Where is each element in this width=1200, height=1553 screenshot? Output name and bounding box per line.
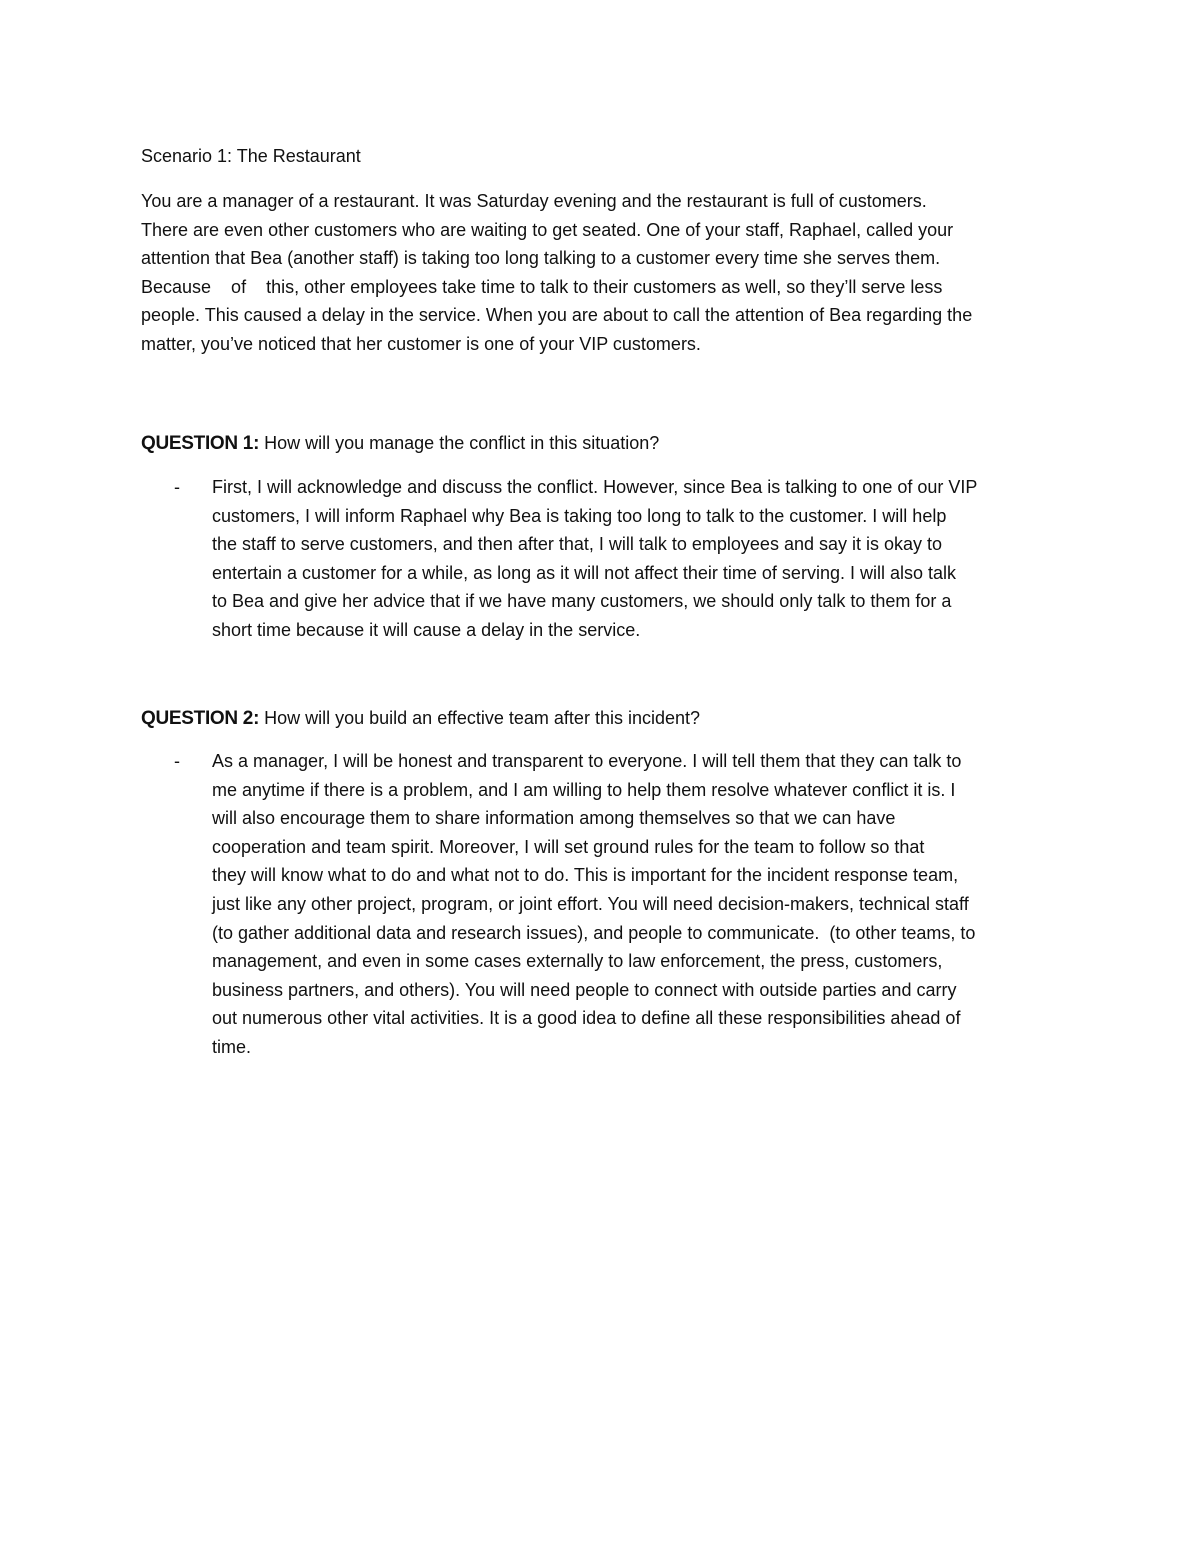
paragraph-line: matter, you’ve noticed that her customer is one of your VIP customers. (141, 333, 701, 354)
answer-line: cooperation and team spirit. Moreover, I will set ground rules for the team to follow so that (212, 836, 925, 857)
question-1-heading (141, 430, 659, 457)
answer-line: the staff to serve customers, and then after that, I will talk to employees and say it is okay to (212, 534, 943, 555)
question-1-answer (174, 473, 1092, 645)
question-2-label: QUESTION 2: (141, 708, 260, 729)
answer-line: they will know what to do and what not to do. This is important for the incident response team, (212, 865, 959, 886)
question-2-heading (141, 705, 700, 732)
answer-line: First, I will acknowledge and discuss the conflict. However, since Bea is talking to one of our VIP (212, 477, 978, 497)
paragraph-line: people. This caused a delay in the service. When you are about to call the attention of Bea regarding the (141, 305, 973, 326)
answer-line: management, and even in some cases externally to law enforcement, the press, customers, (212, 951, 943, 972)
question-1-label: QUESTION 1: (141, 433, 260, 454)
paragraph-line: You are a manager of a restaurant. It was Saturday evening and the restaurant is full of customers. (141, 191, 927, 211)
answer-line: just like any other project, program, or joint effort. You will need decision-makers, technical staff (212, 893, 969, 914)
question-2-answer (174, 747, 1092, 1062)
paragraph-line: Because of this, other employees take time to talk to their customers as well, so they’ll serve less (141, 276, 943, 297)
answer-line: short time because it will cause a delay in the service. (212, 619, 641, 640)
answer-line: will also encourage them to share information among themselves so that we can have (212, 808, 896, 829)
question-1-text: How will you manage the conflict in this situation? (259, 433, 660, 453)
answer-line: entertain a customer for a while, as long as it will not affect their time of serving. I will also talk (212, 562, 956, 583)
bullet-dash: - (174, 477, 180, 497)
answer-line: business partners, and others). You will need people to connect with outside parties and carry (212, 979, 957, 1000)
answer-line: customers, I will inform Raphael why Bea is taking too long to talk to the customer. I will help (212, 505, 947, 526)
answer-line: (to gather additional data and research issues), and people to communicate. (to other teams, to (212, 922, 976, 943)
bullet-dash: - (174, 751, 180, 771)
scenario-paragraph (141, 187, 1081, 359)
paragraph-line: There are even other customers who are waiting to get seated. One of your staff, Raphael, called your (141, 219, 954, 240)
answer-line: out numerous other vital activities. It is a good idea to define all these responsibilities ahead of (212, 1008, 961, 1029)
answer-line: to Bea and give her advice that if we have many customers, we should only talk to them for a (212, 591, 952, 612)
answer-line: time. (212, 1036, 252, 1057)
question-2-text: How will you build an effective team after this incident? (259, 708, 701, 728)
answer-line: As a manager, I will be honest and transparent to everyone. I will tell them that they can talk to (212, 751, 962, 771)
paragraph-line: attention that Bea (another staff) is taking too long talking to a customer every time she serves them. (141, 248, 941, 269)
scenario-title: Scenario 1: The Restaurant (141, 146, 361, 166)
answer-line: me anytime if there is a problem, and I am willing to help them resolve whatever conflict it is. I (212, 779, 956, 800)
